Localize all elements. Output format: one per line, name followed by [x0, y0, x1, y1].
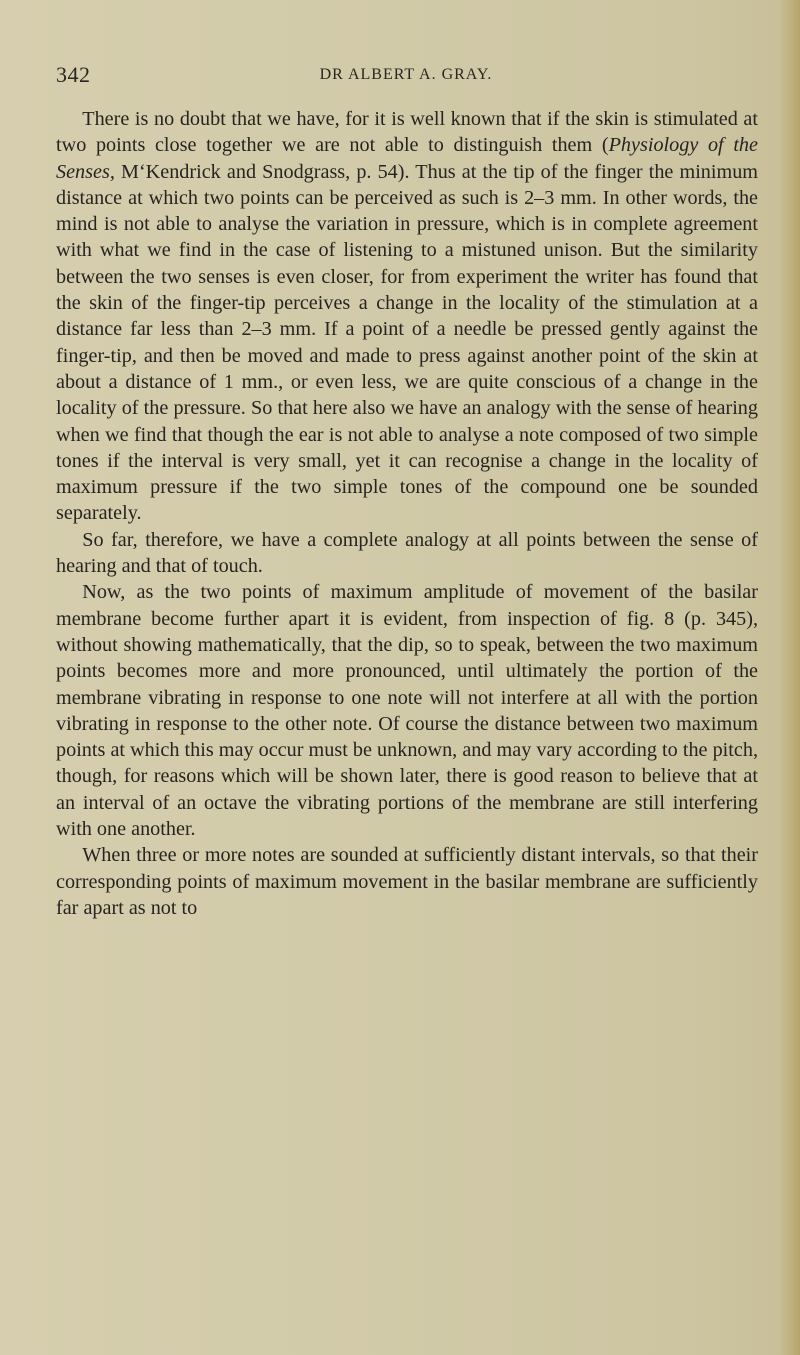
running-head: DR ALBERT A. GRAY. — [319, 66, 493, 83]
body-text — [56, 106, 758, 921]
paragraph-1-text-b: M‘Kendrick and Snodgrass, p. 54). Thus at the tip of the finger the minimum distance at which two points can be perceived as such is 2–3 mm. In other words, the mind is not able to analyse the variation in pressure, which is in complete agreement with what we find in the case of listening to a mistuned unison. But the similarity between the two senses is even closer, for from experiment the writer has found that the skin of the finger-tip perceives a change in the locality of the stimulation at a distance far less than 2–3 mm. If a point of a needle be pressed gently against the finger-tip, and then be moved and made to press against another point of the skin at about a distance of 1 mm., or even less, we are quite conscious of a change in the locality of the pressure. So that here also we have an analogy with the sense of hearing when we find that though the ear is not able to analyse a note composed of two simple tones if the interval is very small, yet it can recognise a change in the locality of maximum pressure if the two simple tones of the compound one be sounded separately. — [56, 160, 758, 525]
page-header — [56, 62, 756, 92]
page-edge-shadow — [778, 0, 800, 1355]
paragraph-3: Now, as the two points of maximum amplitude of movement of the basilar membrane become further apart it is evident, from inspection of fig. 8 (p. 345), without showing mathematically, that the dip, so to speak, between the two maximum points becomes more and more pronounced, until ultimately the portion of the membrane vibrating in response to one note will not interfere at all with the portion vibrating in response to the other note. Of course the distance between two maximum points at which this may occur must be unknown, and may vary according to the pitch, though, for reasons which will be shown later, there is good reason to believe that at an interval of an octave the vibrating portions of the membrane are still interfering with one another. — [56, 581, 758, 841]
paragraph-2: So far, therefore, we have a complete analogy at all points between the sense of hearing and that of touch. — [56, 528, 758, 578]
book-title-italic: Physiology of the Senses, — [56, 134, 758, 183]
paragraph-1-text-a: There is no doubt that we have, for it is well known that if the skin is stimulated at two points close together we are not able to distinguish them ( — [56, 108, 758, 157]
page-number: 342 — [56, 62, 91, 87]
paragraph-4: When three or more notes are sounded at sufficiently distant intervals, so that their corresponding points of maximum movement in the basilar membrane are sufficiently far apart as not to — [56, 844, 758, 919]
paragraph-1 — [56, 106, 758, 527]
